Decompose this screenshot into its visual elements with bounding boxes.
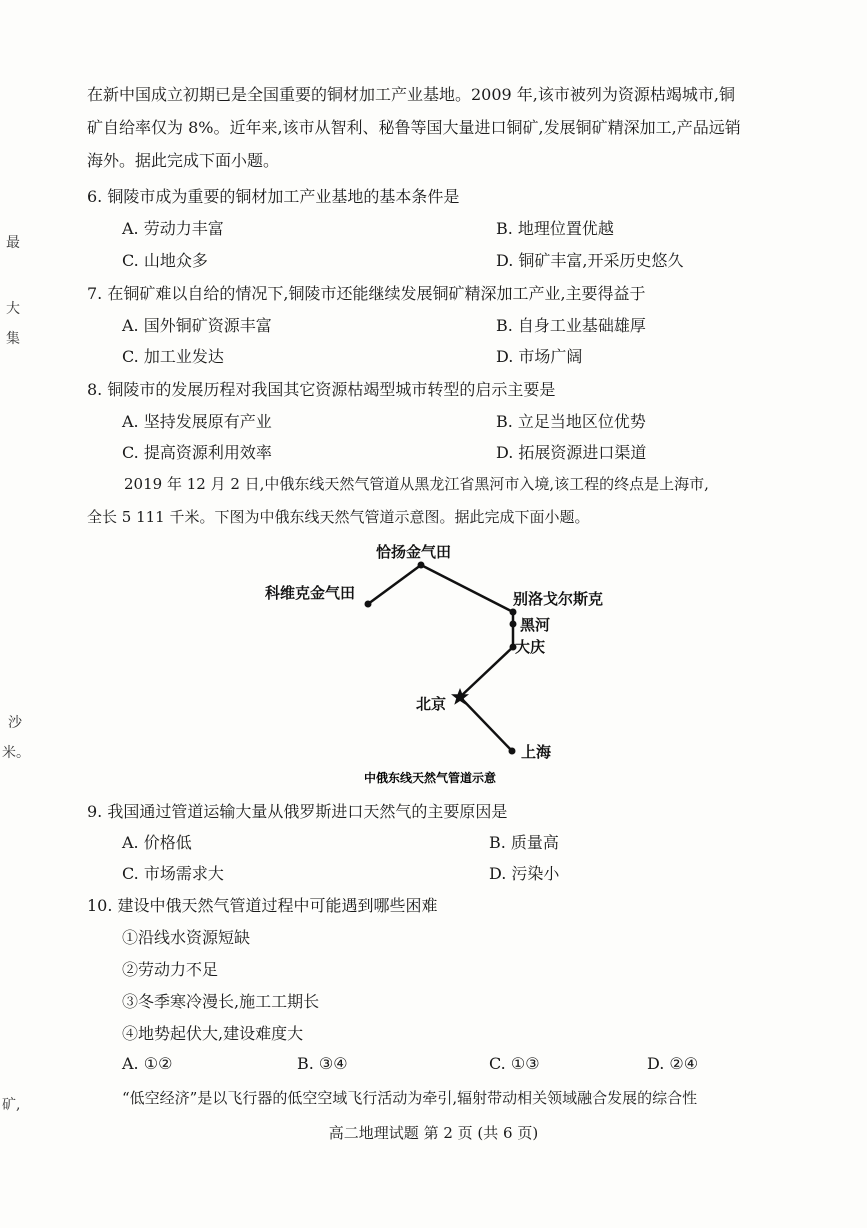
pipeline-route [368, 565, 513, 751]
margin-char: 集 [6, 331, 20, 347]
pipeline-intro-line: 2019 年 12 月 2 日,中俄东线天然气管道从黑龙江省黑河市入境,该工程的终点是上海市, [124, 475, 709, 493]
option-d[interactable]: D. 拓展资源进口渠道 [496, 443, 647, 462]
intro-line: 海外。据此完成下面小题。 [87, 151, 280, 170]
option-c[interactable]: C. 提高资源利用效率 [122, 443, 272, 462]
margin-char: 最 [6, 235, 20, 251]
kovykta-point [365, 601, 372, 608]
heihe-point [510, 621, 517, 628]
question-stem: 9. 我国通过管道运输大量从俄罗斯进口天然气的主要原因是 [87, 802, 508, 821]
label-belogorsk: 别洛戈尔斯克 [513, 590, 604, 608]
option-a[interactable]: A. 价格低 [122, 833, 192, 852]
option-a[interactable]: A. ①② [122, 1054, 173, 1073]
label-daqing: 大庆 [515, 638, 546, 656]
map-caption: 中俄东线天然气管道示意 [364, 771, 497, 785]
option-b[interactable]: B. 质量高 [489, 833, 559, 852]
intro-line: 矿自给率仅为 8%。近年来,该市从智利、秘鲁等国大量进口铜矿,发展铜矿精深加工,产品远销 [87, 118, 741, 137]
margin-char: 大 [6, 301, 20, 317]
option-b[interactable]: B. ③④ [297, 1054, 348, 1073]
option-c[interactable]: C. ①③ [489, 1054, 540, 1073]
option-d[interactable]: D. 铜矿丰富,开采历史悠久 [496, 251, 684, 270]
chayanda-point [418, 562, 425, 569]
option-a[interactable]: A. 国外铜矿资源丰富 [122, 316, 272, 335]
label-shanghai: 上海 [521, 743, 552, 761]
option-d[interactable]: D. 市场广阔 [496, 347, 583, 366]
label-beijing: 北京 [416, 695, 447, 713]
option-b[interactable]: B. 地理位置优越 [496, 219, 614, 238]
option-b[interactable]: B. 自身工业基础雄厚 [496, 316, 646, 335]
belogorsk-point [510, 609, 517, 616]
question-stem: 7. 在铜矿难以自给的情况下,铜陵市还能继续发展铜矿精深加工产业,主要得益于 [87, 284, 646, 303]
margin-char: 沙 [8, 715, 22, 731]
list-item: ④地势起伏大,建设难度大 [122, 1024, 304, 1043]
shanghai-point [509, 748, 516, 755]
list-item: ①沿线水资源短缺 [122, 928, 251, 947]
option-c[interactable]: C. 山地众多 [122, 251, 208, 270]
question-stem: 6. 铜陵市成为重要的铜材加工产业基地的基本条件是 [87, 187, 460, 206]
label-kovykta: 科维克金气田 [265, 584, 356, 602]
label-chayanda: 恰扬金气田 [376, 543, 452, 561]
option-a[interactable]: A. 劳动力丰富 [122, 219, 224, 238]
option-d[interactable]: D. 污染小 [489, 864, 560, 883]
page-footer: 高二地理试题 第 2 页 (共 6 页) [328, 1124, 539, 1142]
margin-char: 米。 [2, 745, 30, 761]
label-heihe: 黑河 [520, 616, 551, 634]
intro-line: 在新中国成立初期已是全国重要的铜材加工产业基地。2009 年,该市被列为资源枯竭城市,铜 [87, 85, 735, 104]
option-c[interactable]: C. 加工业发达 [122, 347, 224, 366]
option-c[interactable]: C. 市场需求大 [122, 864, 224, 883]
list-item: ③冬季寒冷漫长,施工工期长 [122, 992, 320, 1011]
option-a[interactable]: A. 坚持发展原有产业 [122, 412, 272, 431]
option-d[interactable]: D. ②④ [647, 1054, 699, 1073]
question-stem: 10. 建设中俄天然气管道过程中可能遇到哪些困难 [87, 896, 438, 915]
list-item: ②劳动力不足 [122, 960, 219, 979]
option-b[interactable]: B. 立足当地区位优势 [496, 412, 646, 431]
low-altitude-intro: “低空经济”是以飞行器的低空空域飞行活动为牵引,辐射带动相关领域融合发展的综合性 [122, 1089, 698, 1107]
margin-char: 矿, [2, 1097, 21, 1113]
question-stem: 8. 铜陵市的发展历程对我国其它资源枯竭型城市转型的启示主要是 [87, 380, 556, 399]
pipeline-intro-line: 全长 5 111 千米。下图为中俄东线天然气管道示意图。据此完成下面小题。 [87, 508, 590, 526]
